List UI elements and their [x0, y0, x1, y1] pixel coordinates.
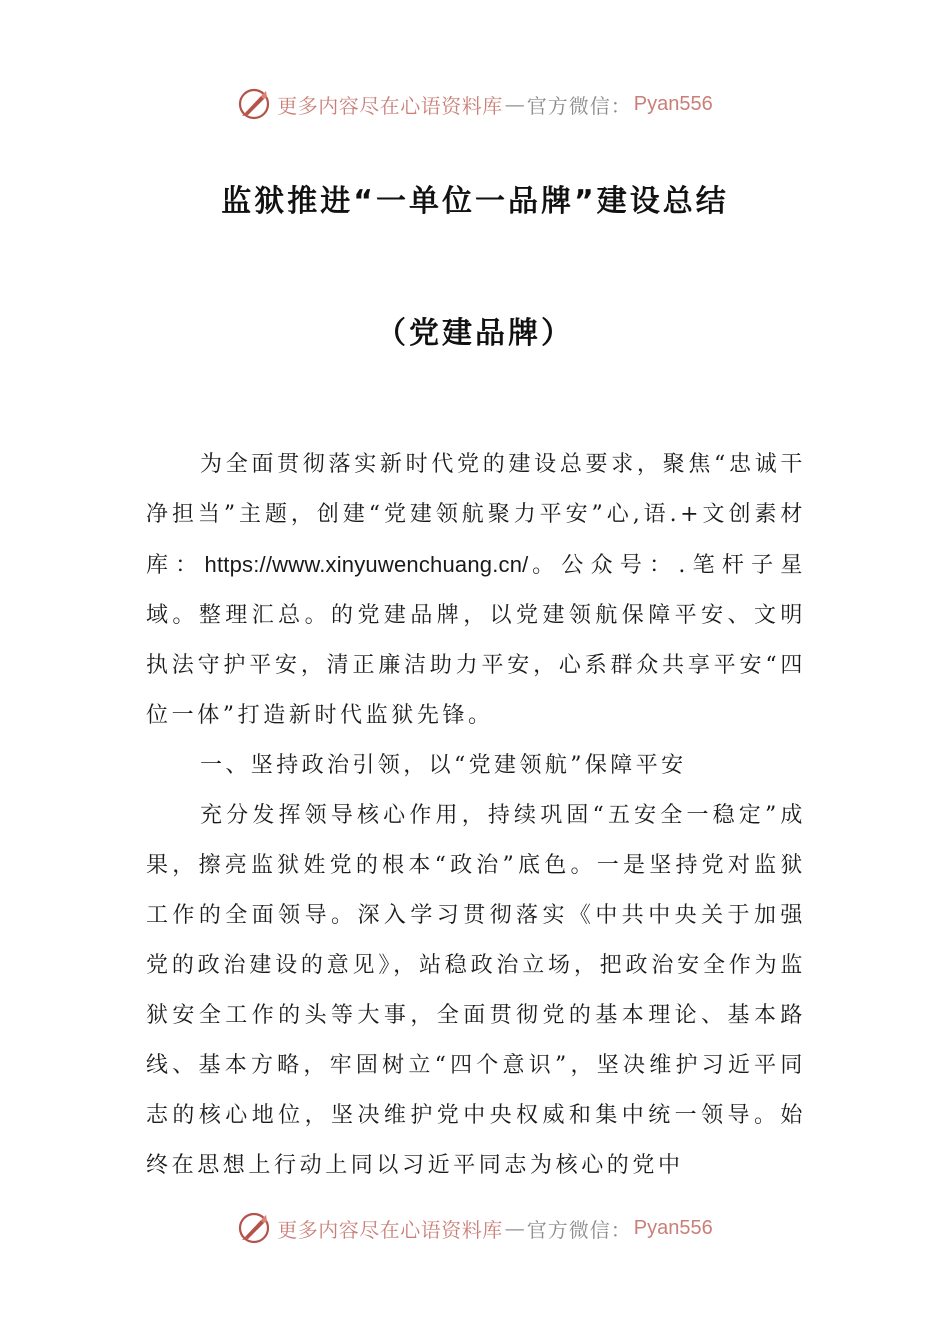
- wechat-id: Pyan556: [633, 92, 713, 115]
- document-body: [146, 440, 806, 1191]
- promo-text: 更多内容尽在心语资料库: [277, 1217, 503, 1242]
- document-title: 监狱推进“一单位一品牌”建设总结: [221, 184, 729, 219]
- wechat-label: 官方微信：: [526, 93, 632, 118]
- website-link[interactable]: https://www.xinyuwenchuang.cn/: [204, 552, 529, 577]
- intro-paragraph: [146, 440, 806, 741]
- quill-pen-logo-icon: [237, 1211, 271, 1245]
- wechat-label: 官方微信：: [526, 1217, 632, 1242]
- wechat-id: Pyan556: [633, 1216, 713, 1239]
- footer-banner: [0, 1208, 950, 1248]
- promo-separator: —: [504, 1216, 525, 1240]
- intro-text-part2: 。公众号：.笔杆子星域。整理汇总。的党建品牌，以党建领航保障平安、文明执法守护平安，清正廉洁助力平安，心系群众共享平安“四位一体”打造新时代监狱先锋。: [146, 553, 806, 728]
- section-paragraph: 充分发挥领导核心作用，持续巩固“五安全一稳定”成果，擦亮监狱姓党的根本“政治”底色。一是坚持党对监狱工作的全面领导。深入学习贯彻落实《中共中央关于加强党的政治建设的意见》，站稳政治立场，把政治安全作为监狱安全工作的头等大事，全面贯彻党的基本理论、基本路线、基本方略，牢固树立“四个意识”，坚决维护习近平同志的核心地位，坚决维护党中央权威和集中统一领导。始终在思想上行动上同以习近平同志为核心的党中: [146, 803, 806, 1178]
- intro-text-part1: 为全面贯彻落实新时代党的建设总要求，聚焦“忠诚干净担当”主题，创建“党建领航聚力平安”心,语.+文创素材库：: [146, 452, 806, 578]
- document-subtitle: （党建品牌）: [376, 316, 574, 351]
- promo-separator: —: [504, 92, 525, 116]
- quill-pen-logo-icon: [237, 87, 271, 121]
- header-banner: [0, 84, 950, 124]
- section-heading: 一、坚持政治引领，以“党建领航”保障平安: [200, 753, 687, 778]
- promo-text: 更多内容尽在心语资料库: [277, 93, 503, 118]
